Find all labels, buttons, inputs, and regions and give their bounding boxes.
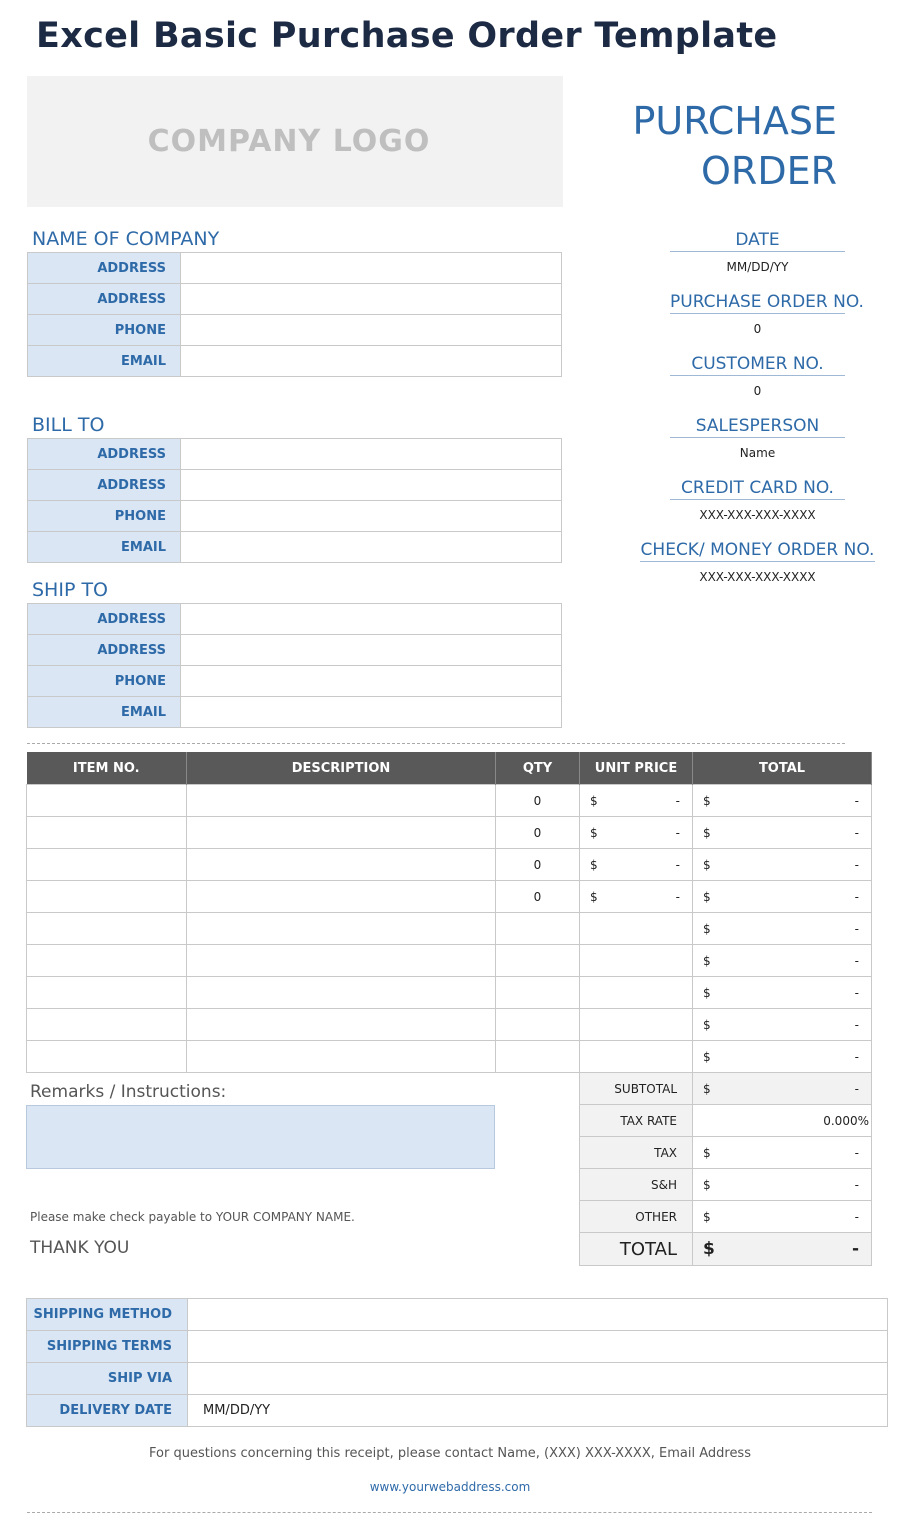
section-divider bbox=[27, 743, 845, 744]
line-total-cell bbox=[693, 785, 872, 817]
shipping-terms-label: SHIPPING TERMS bbox=[27, 1331, 188, 1363]
company-email-label: EMAIL bbox=[28, 346, 181, 377]
bill-address2-label: ADDRESS bbox=[28, 470, 181, 501]
table-row bbox=[27, 817, 872, 849]
bill-phone-label: PHONE bbox=[28, 501, 181, 532]
customer-number-value[interactable]: 0 bbox=[753, 384, 762, 398]
description-cell[interactable] bbox=[187, 1041, 496, 1073]
line-total-amount: - bbox=[854, 857, 859, 872]
customer-number-label: CUSTOMER NO. bbox=[670, 354, 845, 376]
tax-rate-value[interactable]: 0.000% bbox=[693, 1105, 872, 1137]
delivery-date-field[interactable]: MM/DD/YY bbox=[188, 1395, 888, 1427]
bill-phone-field[interactable] bbox=[181, 501, 562, 532]
company-phone-field[interactable] bbox=[181, 315, 562, 346]
check-number-label: CHECK/ MONEY ORDER NO. bbox=[640, 540, 875, 560]
line-total-currency: $ bbox=[703, 953, 711, 968]
description-cell[interactable] bbox=[187, 913, 496, 945]
subtotal-currency: $ bbox=[703, 1081, 711, 1096]
credit-card-label: CREDIT CARD NO. bbox=[670, 478, 845, 500]
unit-price-cell[interactable] bbox=[580, 1009, 693, 1041]
ship-phone-label: PHONE bbox=[28, 666, 181, 697]
company-logo-placeholder bbox=[27, 76, 563, 207]
line-total-currency: $ bbox=[703, 889, 711, 904]
page-title: Excel Basic Purchase Order Template bbox=[36, 16, 778, 56]
item-number-header: ITEM NO. bbox=[27, 752, 187, 785]
ship-address2-label: ADDRESS bbox=[28, 635, 181, 666]
unit-price-header: UNIT PRICE bbox=[580, 752, 693, 785]
line-total-amount: - bbox=[854, 1017, 859, 1032]
unit-price-currency: $ bbox=[590, 889, 598, 904]
unit-price-currency: $ bbox=[590, 857, 598, 872]
item-number-cell[interactable] bbox=[27, 881, 187, 913]
other-currency: $ bbox=[703, 1209, 711, 1224]
unit-price-cell[interactable] bbox=[580, 1041, 693, 1073]
bill-to-heading: BILL TO bbox=[32, 414, 105, 436]
company-info-table bbox=[27, 252, 562, 377]
description-cell[interactable] bbox=[187, 945, 496, 977]
qty-cell[interactable]: 0 bbox=[496, 817, 580, 849]
unit-price-amount: - bbox=[675, 793, 680, 808]
bill-to-table bbox=[27, 438, 562, 563]
delivery-date-label: DELIVERY DATE bbox=[27, 1395, 188, 1427]
unit-price-amount: - bbox=[675, 889, 680, 904]
description-cell[interactable] bbox=[187, 785, 496, 817]
qty-cell[interactable]: 0 bbox=[496, 881, 580, 913]
tax-value bbox=[693, 1137, 872, 1169]
grand-total-label: TOTAL bbox=[580, 1233, 693, 1266]
bill-email-label: EMAIL bbox=[28, 532, 181, 563]
line-total-currency: $ bbox=[703, 1017, 711, 1032]
company-address2-field[interactable] bbox=[181, 284, 562, 315]
qty-cell[interactable] bbox=[496, 1009, 580, 1041]
shipping-method-field[interactable] bbox=[188, 1299, 888, 1331]
description-cell[interactable] bbox=[187, 849, 496, 881]
tax-label: TAX bbox=[580, 1137, 693, 1169]
ship-to-table bbox=[27, 603, 562, 728]
footer-contact: For questions concerning this receipt, please contact Name, (XXX) XXX-XXXX, Email Address bbox=[149, 1446, 751, 1461]
shipping-table bbox=[26, 1298, 888, 1427]
line-total-amount: - bbox=[854, 953, 859, 968]
salesperson-value[interactable]: Name bbox=[739, 446, 776, 460]
sh-amount: - bbox=[854, 1177, 859, 1192]
meta-check-number bbox=[640, 540, 875, 584]
item-number-cell[interactable] bbox=[27, 849, 187, 881]
table-row bbox=[27, 849, 872, 881]
meta-customer-number bbox=[670, 354, 845, 398]
line-total-cell bbox=[693, 1041, 872, 1073]
thank-you-text: THANK YOU bbox=[30, 1238, 130, 1258]
company-address-field[interactable] bbox=[181, 253, 562, 284]
unit-price-currency: $ bbox=[590, 825, 598, 840]
item-number-cell[interactable] bbox=[27, 945, 187, 977]
ship-to-heading: SHIP TO bbox=[32, 579, 109, 601]
ship-via-label: SHIP VIA bbox=[27, 1363, 188, 1395]
line-total-amount: - bbox=[854, 793, 859, 808]
date-label: DATE bbox=[670, 230, 845, 252]
line-total-currency: $ bbox=[703, 921, 711, 936]
meta-credit-card bbox=[670, 478, 845, 522]
subtotal-amount: - bbox=[854, 1081, 859, 1096]
ship-address-field[interactable] bbox=[181, 604, 562, 635]
credit-card-value[interactable]: XXX-XXX-XXX-XXXX bbox=[699, 508, 816, 522]
other-value[interactable] bbox=[693, 1201, 872, 1233]
shipping-terms-field[interactable] bbox=[188, 1331, 888, 1363]
subtotal-label: SUBTOTAL bbox=[580, 1073, 693, 1105]
unit-price-currency: $ bbox=[590, 793, 598, 808]
tax-rate-label: TAX RATE bbox=[580, 1105, 693, 1137]
line-total-cell bbox=[693, 1009, 872, 1041]
line-total-currency: $ bbox=[703, 793, 711, 808]
meta-po-number bbox=[670, 292, 864, 336]
check-number-value[interactable]: XXX-XXX-XXX-XXXX bbox=[699, 570, 816, 584]
line-total-cell bbox=[693, 881, 872, 913]
unit-price-cell[interactable] bbox=[580, 785, 693, 817]
item-number-cell[interactable] bbox=[27, 913, 187, 945]
bill-address-field[interactable] bbox=[181, 439, 562, 470]
unit-price-cell[interactable] bbox=[580, 945, 693, 977]
line-total-cell bbox=[693, 977, 872, 1009]
remarks-input[interactable] bbox=[26, 1105, 495, 1169]
qty-header: QTY bbox=[496, 752, 580, 785]
description-cell[interactable] bbox=[187, 1009, 496, 1041]
footer-divider bbox=[27, 1512, 872, 1513]
po-number-value[interactable]: 0 bbox=[753, 322, 762, 336]
qty-cell[interactable] bbox=[496, 913, 580, 945]
item-number-cell[interactable] bbox=[27, 1041, 187, 1073]
table-row bbox=[27, 913, 872, 945]
bill-address-label: ADDRESS bbox=[28, 439, 181, 470]
qty-cell[interactable]: 0 bbox=[496, 785, 580, 817]
table-row bbox=[27, 785, 872, 817]
table-row bbox=[27, 1009, 872, 1041]
footer-web-link[interactable]: www.yourwebaddress.com bbox=[369, 1480, 531, 1494]
purchase-order-heading bbox=[633, 96, 837, 196]
line-total-currency: $ bbox=[703, 985, 711, 1000]
item-number-cell[interactable] bbox=[27, 785, 187, 817]
logo-text: COMPANY LOGO bbox=[147, 124, 431, 159]
line-total-cell bbox=[693, 849, 872, 881]
ship-address2-field[interactable] bbox=[181, 635, 562, 666]
bill-address2-field[interactable] bbox=[181, 470, 562, 501]
unit-price-cell[interactable] bbox=[580, 817, 693, 849]
remarks-label: Remarks / Instructions: bbox=[30, 1082, 227, 1102]
other-amount: - bbox=[854, 1209, 859, 1224]
po-title-line1: PURCHASE bbox=[632, 99, 837, 143]
qty-cell[interactable] bbox=[496, 977, 580, 1009]
grand-total-amount: - bbox=[851, 1239, 859, 1259]
shipping-method-label: SHIPPING METHOD bbox=[27, 1299, 188, 1331]
unit-price-amount: - bbox=[675, 857, 680, 872]
ship-via-field[interactable] bbox=[188, 1363, 888, 1395]
payable-note: Please make check payable to YOUR COMPANY NAME. bbox=[30, 1210, 355, 1224]
unit-price-cell[interactable] bbox=[580, 881, 693, 913]
ship-email-label: EMAIL bbox=[28, 697, 181, 728]
line-total-cell bbox=[693, 913, 872, 945]
unit-price-cell[interactable] bbox=[580, 977, 693, 1009]
company-address-label: ADDRESS bbox=[28, 253, 181, 284]
line-total-amount: - bbox=[854, 825, 859, 840]
line-items-table bbox=[26, 752, 872, 1266]
description-cell[interactable] bbox=[187, 977, 496, 1009]
line-total-cell bbox=[693, 817, 872, 849]
description-header: DESCRIPTION bbox=[187, 752, 496, 785]
total-header: TOTAL bbox=[693, 752, 872, 785]
salesperson-label: SALESPERSON bbox=[670, 416, 845, 438]
line-total-amount: - bbox=[854, 889, 859, 904]
description-cell[interactable] bbox=[187, 817, 496, 849]
sh-label: S&H bbox=[580, 1169, 693, 1201]
bill-email-field[interactable] bbox=[181, 532, 562, 563]
grand-total-value bbox=[693, 1233, 872, 1266]
table-row bbox=[27, 977, 872, 1009]
po-number-label: PURCHASE ORDER NO. bbox=[670, 292, 864, 312]
ship-email-field[interactable] bbox=[181, 697, 562, 728]
subtotal-value bbox=[693, 1073, 872, 1105]
tax-amount: - bbox=[854, 1145, 859, 1160]
description-cell[interactable] bbox=[187, 881, 496, 913]
line-total-cell bbox=[693, 945, 872, 977]
table-row bbox=[27, 881, 872, 913]
unit-price-amount: - bbox=[675, 825, 680, 840]
meta-salesperson bbox=[670, 416, 845, 460]
table-row bbox=[27, 1041, 872, 1073]
tax-currency: $ bbox=[703, 1145, 711, 1160]
grand-total-currency: $ bbox=[703, 1239, 715, 1259]
qty-cell[interactable] bbox=[496, 945, 580, 977]
company-address2-label: ADDRESS bbox=[28, 284, 181, 315]
other-label: OTHER bbox=[580, 1201, 693, 1233]
ship-address-label: ADDRESS bbox=[28, 604, 181, 635]
company-email-field[interactable] bbox=[181, 346, 562, 377]
unit-price-cell[interactable] bbox=[580, 913, 693, 945]
sh-currency: $ bbox=[703, 1177, 711, 1192]
qty-cell[interactable] bbox=[496, 1041, 580, 1073]
company-phone-label: PHONE bbox=[28, 315, 181, 346]
po-title-line2: ORDER bbox=[701, 149, 837, 193]
item-number-cell[interactable] bbox=[27, 977, 187, 1009]
company-name-heading: NAME OF COMPANY bbox=[32, 228, 220, 250]
line-total-currency: $ bbox=[703, 857, 711, 872]
item-number-cell[interactable] bbox=[27, 1009, 187, 1041]
date-value[interactable]: MM/DD/YY bbox=[726, 260, 789, 274]
line-total-currency: $ bbox=[703, 825, 711, 840]
unit-price-cell[interactable] bbox=[580, 849, 693, 881]
meta-date bbox=[670, 230, 845, 274]
ship-phone-field[interactable] bbox=[181, 666, 562, 697]
line-total-amount: - bbox=[854, 921, 859, 936]
sh-value[interactable] bbox=[693, 1169, 872, 1201]
qty-cell[interactable]: 0 bbox=[496, 849, 580, 881]
line-total-amount: - bbox=[854, 1049, 859, 1064]
line-total-currency: $ bbox=[703, 1049, 711, 1064]
item-number-cell[interactable] bbox=[27, 817, 187, 849]
table-row bbox=[27, 945, 872, 977]
line-total-amount: - bbox=[854, 985, 859, 1000]
